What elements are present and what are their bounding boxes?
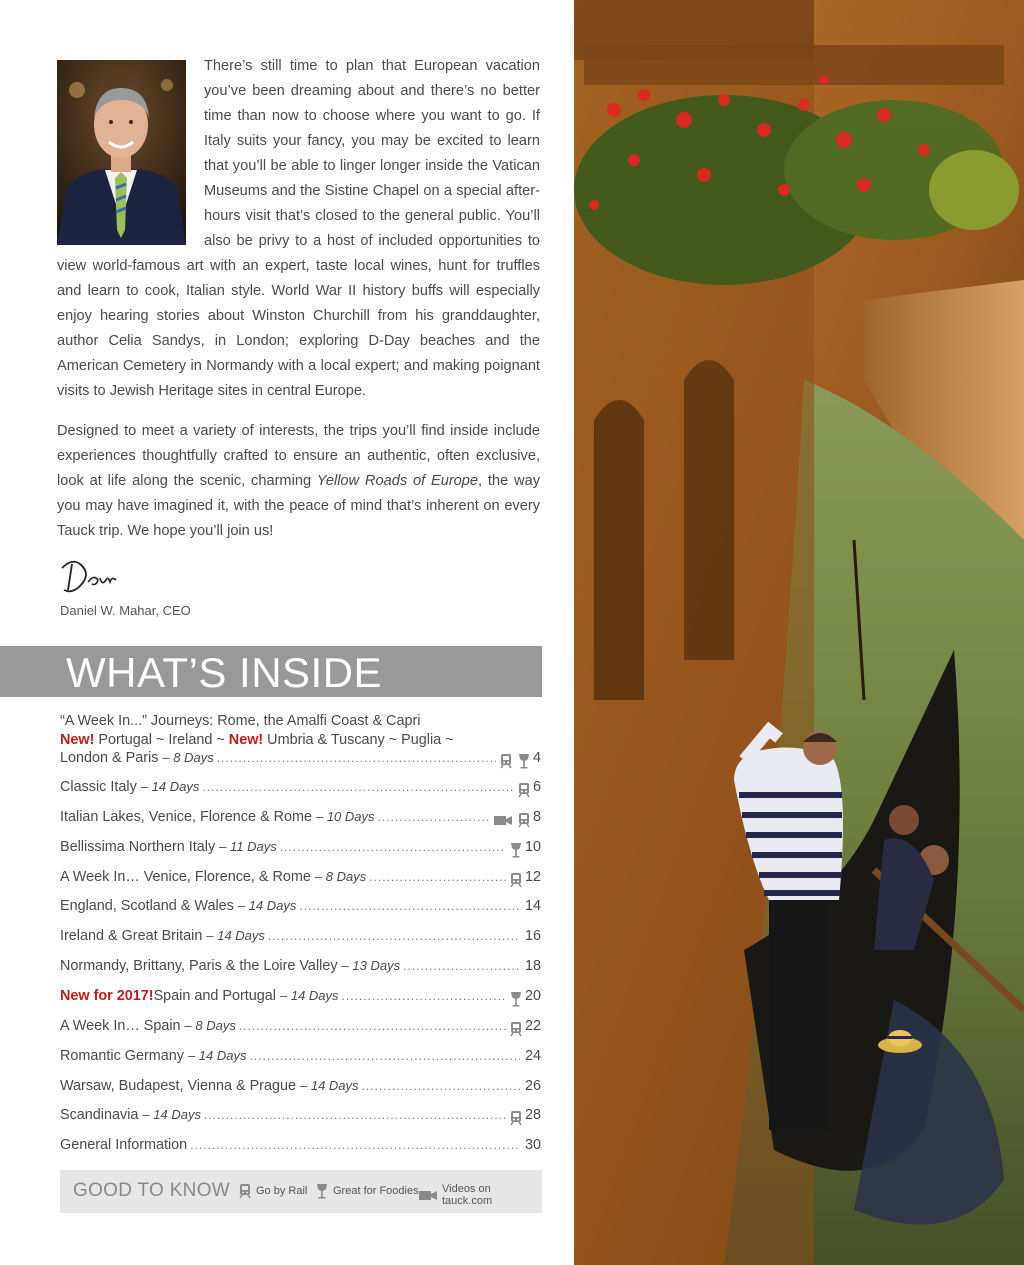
toc-days: – 10 Days (315, 808, 375, 824)
toc-days: – 11 Days (219, 838, 277, 854)
dot-leader (299, 899, 520, 913)
new-badge: New! (60, 731, 95, 748)
toc-title: Bellissima Northern Italy (60, 838, 216, 855)
dot-leader (369, 870, 506, 884)
toc-page-number: 14 (524, 898, 541, 915)
toc-title: A Week In… Spain (60, 1017, 181, 1034)
venice-canal-photo (574, 0, 1024, 1265)
toc-title: Warsaw, Budapest, Vienna & Prague (60, 1077, 296, 1094)
dot-leader (403, 959, 520, 973)
rail-icon (509, 1110, 523, 1126)
dot-leader (250, 1049, 520, 1063)
toc-entry-line-2: New! Portugal ~ Ireland ~ New! Umbria & Tuscany ~ Puglia ~ (60, 731, 454, 748)
toc-page-number: 18 (524, 958, 541, 975)
toc-icons (509, 842, 523, 858)
rail-icon (509, 872, 523, 888)
toc-icons (509, 991, 523, 1007)
toc-entry (60, 1048, 541, 1070)
toc-days: – 14 Days (237, 898, 297, 914)
intro-text (57, 54, 540, 544)
banner-title: WHAT’S INSIDE (66, 649, 383, 696)
toc-icons (493, 812, 531, 828)
toc-page-number: 30 (524, 1137, 541, 1154)
toc-title: Italian Lakes, Venice, Florence & Rome (60, 808, 312, 825)
toc-icons (517, 782, 531, 798)
toc-title: General Information (60, 1137, 188, 1154)
rail-icon (517, 812, 531, 828)
rail-icon (499, 753, 513, 769)
dot-leader (280, 840, 506, 854)
dot-leader (217, 751, 496, 765)
toc-days: – 14 Days (140, 779, 200, 794)
toc-page-number: 26 (524, 1077, 541, 1094)
toc-days: – 13 Days (341, 958, 401, 974)
new-badge: New! (228, 731, 264, 748)
toc-entry (60, 1018, 541, 1040)
legend-foodies: Great for Foodies (315, 1183, 419, 1199)
rail-icon (509, 1021, 523, 1037)
toc-title: Classic Italy (60, 779, 137, 795)
toc-page-number: 22 (524, 1017, 541, 1034)
toc-entry (60, 1078, 541, 1100)
legend-title: GOOD TO KNOW (73, 1180, 231, 1201)
dot-leader (239, 1019, 506, 1033)
toc-days: – 14 Days (206, 928, 265, 944)
toc-entry (60, 839, 541, 861)
toc-title: Ireland & Great Britain (60, 928, 203, 945)
dot-leader (362, 1079, 520, 1093)
toc-title: Spain and Portugal (153, 987, 276, 1004)
toc-entry (60, 898, 541, 920)
toc-icons (509, 872, 523, 888)
dot-leader (378, 810, 490, 824)
signer-name: Daniel W. Mahar, CEO (60, 603, 191, 618)
toc-page-number: 20 (524, 987, 541, 1004)
toc-days: – 14 Days (300, 1077, 359, 1093)
legend-videos: Videos on tauck.com (418, 1183, 542, 1207)
video-camera-icon (493, 812, 513, 828)
toc-title: Scandinavia (60, 1107, 139, 1124)
whats-inside-banner (0, 646, 542, 697)
dot-leader (342, 989, 506, 1003)
rail-icon (238, 1183, 252, 1199)
toc-title: England, Scotland & Wales (60, 898, 234, 915)
toc-entry-line-3: London & Paris – 8 Days ..... 4 (60, 750, 541, 772)
toc-days: – 8 Days (184, 1017, 236, 1033)
table-of-contents (60, 712, 541, 1154)
toc-entry (60, 958, 541, 980)
toc-icons (509, 1021, 523, 1037)
new-badge: New for 2017! (60, 987, 154, 1004)
intro-paragraph-2: Designed to meet a variety of interests, the trips you’ll find inside include experiences thoughtfully crafted to ensure an authentic, often exclusive, look at life along the scenic, charming Yellow Roads of Europe, the way you may have imagined it, with the peace of mind that’s inherent on every Tauck trip. We hope you’ll join us! (57, 423, 541, 539)
ceo-signature (58, 556, 148, 596)
toc-page-number: 24 (524, 1047, 541, 1064)
toc-days: – 14 Days (142, 1107, 201, 1123)
toc-entry (60, 869, 541, 891)
dot-leader (204, 1108, 506, 1122)
toc-entry (60, 988, 541, 1010)
toc-entry (60, 779, 541, 801)
toc-page-number: 12 (524, 868, 541, 885)
toc-entry (60, 809, 541, 831)
good-to-know-legend (60, 1170, 542, 1213)
toc-entry (60, 1107, 541, 1129)
video-camera-icon (418, 1187, 438, 1203)
wine-glass-icon (509, 842, 523, 858)
toc-icons (499, 753, 531, 769)
toc-entry (60, 1137, 541, 1159)
toc-title: Normandy, Brittany, Paris & the Loire Valley (60, 958, 338, 975)
wine-glass-icon (315, 1183, 329, 1199)
toc-page-number: 28 (524, 1107, 541, 1124)
toc-days: – 14 Days (187, 1047, 247, 1063)
toc-page-number: 10 (524, 838, 541, 855)
toc-days: – 8 Days (314, 868, 367, 884)
dot-leader (190, 1138, 520, 1152)
toc-days: – 14 Days (280, 987, 339, 1003)
toc-entry (60, 928, 541, 950)
toc-page-number: 4 (532, 750, 541, 766)
toc-title: A Week In… Venice, Florence, & Rome (60, 868, 311, 885)
toc-icons (509, 1110, 523, 1126)
toc-page-number: 8 (532, 808, 541, 825)
toc-page-number: 16 (524, 928, 541, 945)
toc-title: Romantic Germany (60, 1047, 184, 1064)
wine-glass-icon (517, 753, 531, 769)
toc-page-number: 6 (532, 779, 541, 795)
dot-leader (268, 929, 520, 943)
toc-days: – 8 Days (162, 750, 214, 765)
intro-paragraph-1: There’s still time to plan that European vacation you’ve been dreaming about and there’s no better time than now to choose where you want to go. If Italy suits your fancy, you may be excited to learn that you’ll be able to linger longer inside the Vatican Museums and the Sistine Chapel on a special after-hours visit that’s closed to the general public. You’ll also be privy to a host of included opportunities to view world-famous art with an expert, taste local wines, hunt for truffles and learn to cook, Italian style. World War II history buffs will especially enjoy hearing stories about Winston Churchill from his granddaughter, author Celia Sandys, in London; exploring D-Day beaches and the American Cemetery in Normandy with a local expert; and making poignant visits to Jewish Heritage sites in central Europe. (57, 58, 540, 399)
wine-glass-icon (509, 991, 523, 1007)
legend-rail: Go by Rail (238, 1183, 307, 1199)
dot-leader (202, 780, 514, 794)
toc-entry-week-in (60, 712, 541, 749)
toc-entry-line-1: “A Week In...” Journeys: Rome, the Amalfi Coast & Capri (60, 713, 421, 729)
rail-icon (517, 782, 531, 798)
